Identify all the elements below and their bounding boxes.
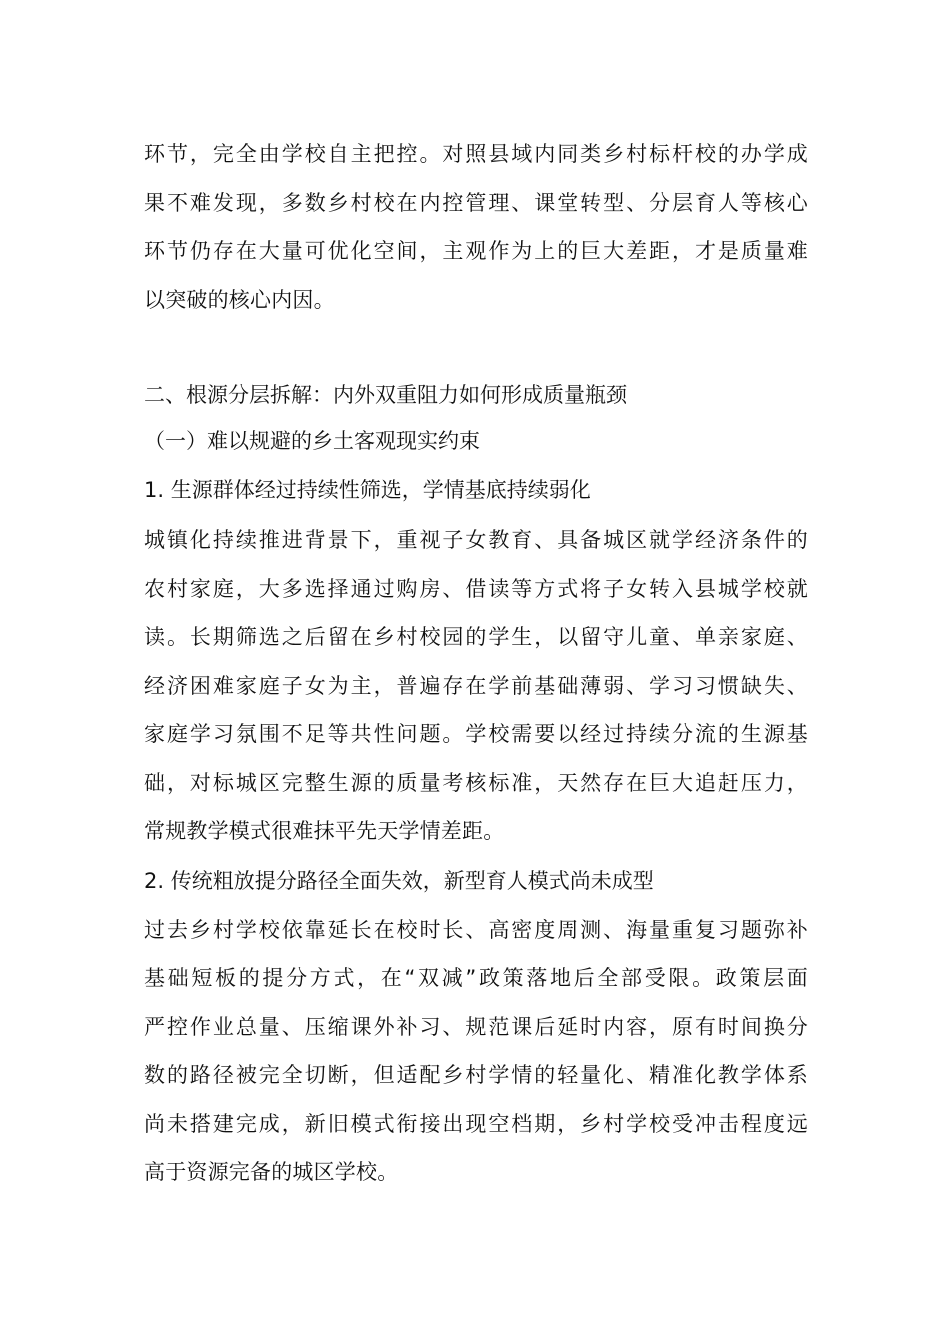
text-line: 城镇化持续推进背景下，重视子女教育、具备城区就学经济条件的 bbox=[144, 528, 808, 552]
text-line: 果不难发现，多数乡村校在内控管理、课堂转型、分层育人等核心 bbox=[144, 190, 808, 215]
paragraph-student-source bbox=[144, 516, 808, 856]
item-heading-1: 1. 生源群体经过持续性筛选，学情基底持续弱化 bbox=[144, 478, 591, 502]
text-line: 以突破的核心内因。 bbox=[144, 287, 335, 312]
text-line: 环节仍存在大量可优化空间，主观作为上的巨大差距，才是质量难 bbox=[144, 239, 808, 263]
text-line: 农村家庭，大多选择通过购房、借读等方式将子女转入县城学校就 bbox=[144, 576, 808, 601]
section-heading: 二、根源分层拆解：内外双重阻力如何形成质量瓶颈 bbox=[144, 383, 627, 407]
text-line: 常规教学模式很难抹平先天学情差距。 bbox=[144, 819, 505, 843]
text-line: 基础短板的提分方式，在“双减”政策落地后全部受限。政策层面 bbox=[144, 966, 808, 990]
paragraph-teaching-mode bbox=[144, 906, 808, 1197]
text-line: 高于资源完备的城区学校。 bbox=[144, 1160, 399, 1184]
text-line: 础，对标城区完整生源的质量考核标准，天然存在巨大追赶压力， bbox=[144, 770, 808, 795]
subsection-heading: （一）难以规避的乡土客观现实约束 bbox=[144, 429, 480, 453]
text-line: 经济困难家庭子女为主，普遍存在学前基础薄弱、学习习惯缺失、 bbox=[144, 673, 808, 698]
document-body bbox=[144, 130, 808, 1197]
text-line: 严控作业总量、压缩课外补习、规范课后延时内容，原有时间换分 bbox=[144, 1014, 808, 1039]
paragraph-gap bbox=[144, 324, 808, 372]
text-line: 尚未搭建完成，新旧模式衔接出现空档期，乡村学校受冲击程度远 bbox=[144, 1111, 808, 1136]
text-line: 家庭学习氛围不足等共性问题。学校需要以经过持续分流的生源基 bbox=[144, 722, 808, 746]
text-line: 数的路径被完全切断，但适配乡村学情的轻量化、精准化教学体系 bbox=[144, 1063, 808, 1087]
text-line: 读。长期筛选之后留在乡村校园的学生，以留守儿童、单亲家庭、 bbox=[144, 625, 808, 649]
text-line: 环节，完全由学校自主把控。对照县域内同类乡村标杆校的办学成 bbox=[144, 142, 808, 166]
item-heading-2: 2. 传统粗放提分路径全面失效，新型育人模式尚未成型 bbox=[144, 868, 654, 893]
text-line: 过去乡村学校依靠延长在校时长、高密度周测、海量重复习题弥补 bbox=[144, 917, 808, 942]
paragraph-intro bbox=[144, 130, 808, 324]
